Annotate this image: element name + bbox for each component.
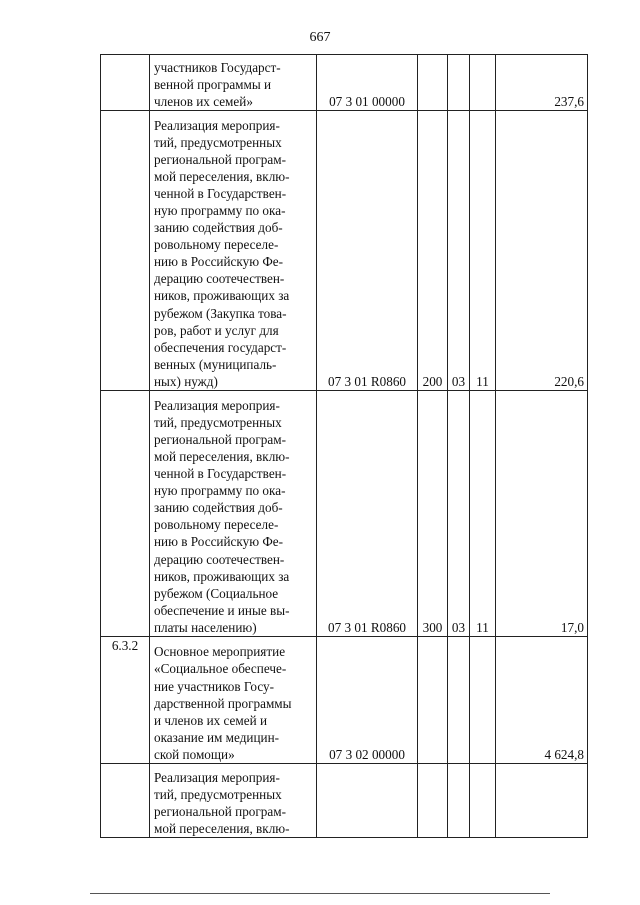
row-number xyxy=(101,391,150,637)
budget-table xyxy=(100,54,588,838)
row-section xyxy=(448,55,470,111)
row-name: Реализация мероприя- тий, предусмотренных региональной програм- мой переселения, вклю- xyxy=(154,769,290,836)
table-row xyxy=(101,391,588,637)
row-subsection xyxy=(470,55,496,111)
row-code xyxy=(317,764,418,838)
row-code: 07 3 01 R0860 xyxy=(317,111,418,391)
table-row xyxy=(101,764,588,838)
row-number xyxy=(101,55,150,111)
row-code: 07 3 02 00000 xyxy=(317,637,418,764)
row-code: 07 3 01 00000 xyxy=(317,55,418,111)
row-number xyxy=(101,111,150,391)
row-section xyxy=(448,764,470,838)
table-row xyxy=(101,111,588,391)
row-amount: 17,0 xyxy=(496,391,588,637)
row-amount xyxy=(496,764,588,838)
row-number: 6.3.2 xyxy=(101,637,150,764)
row-subsection xyxy=(470,764,496,838)
row-code: 07 3 01 R0860 xyxy=(317,391,418,637)
page-number: 667 xyxy=(309,30,331,45)
row-section: 03 xyxy=(448,391,470,637)
row-amount: 237,6 xyxy=(496,55,588,111)
row-name: Реализация мероприя- тий, предусмотренных региональной програм- мой переселения, вклю- ченной в Государствен- ную программу по ока- занию содействия доб- ровольному переселе- нию в Российскую Фе- дерацию соотечествен- ников, проживающих за рубежом (Социальное обеспечение и иные вы- платы населению) xyxy=(154,397,290,635)
footer-rule xyxy=(90,893,550,894)
table-row xyxy=(101,637,588,764)
row-name: Реализация мероприя- тий, предусмотренных региональной програм- мой переселения, вклю- ченной в Государствен- ную программу по ока- занию содействия доб- ровольному переселе- нию в Российскую Фе- дерацию соотечествен- ников, проживающих за рубежом (Закупка това- ров, работ и услуг для обеспечения государст- венных (муниципаль- ных) нужд) xyxy=(154,117,290,389)
row-amount: 4 624,8 xyxy=(496,637,588,764)
row-section: 03 xyxy=(448,111,470,391)
row-section xyxy=(448,637,470,764)
table-row xyxy=(101,55,588,111)
row-expense-type xyxy=(418,637,448,764)
row-name: участников Государст- венной программы и членов их семей» xyxy=(154,59,281,109)
row-subsection: 11 xyxy=(470,391,496,637)
row-expense-type: 300 xyxy=(418,391,448,637)
row-amount: 220,6 xyxy=(496,111,588,391)
row-expense-type xyxy=(418,55,448,111)
row-expense-type xyxy=(418,764,448,838)
row-expense-type: 200 xyxy=(418,111,448,391)
row-subsection: 11 xyxy=(470,111,496,391)
row-name: Основное мероприятие «Социальное обеспече- ние участников Госу- дарственной программы и членов их семей и оказание им медицин- ской помощи» xyxy=(154,644,292,762)
row-number xyxy=(101,764,150,838)
row-subsection xyxy=(470,637,496,764)
